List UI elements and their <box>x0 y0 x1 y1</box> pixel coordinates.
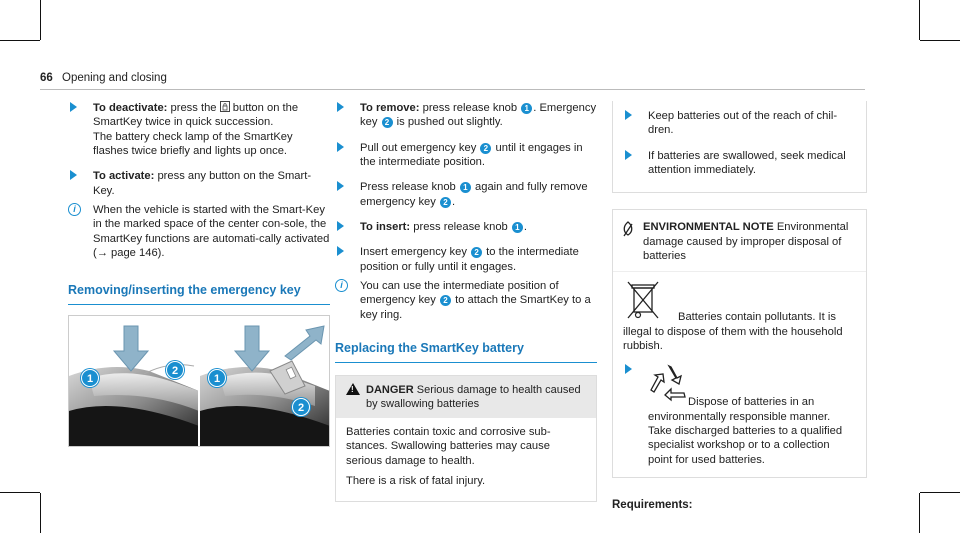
step-arrow-icon <box>337 102 344 112</box>
step-swallowed <box>623 149 856 178</box>
dispose-text: Dispose of batteries in an environmentally responsible manner. Take discharged batteries to a qualified specialist workshop or to a collection point for used batteries. <box>648 396 843 466</box>
danger-header <box>336 376 596 418</box>
step-deactivate <box>68 101 330 158</box>
info-icon: i <box>68 203 81 216</box>
callout-1: 1 <box>81 369 99 387</box>
environmental-note-header <box>613 210 866 272</box>
info-note <box>335 279 597 322</box>
emergency-key-figure <box>68 315 330 447</box>
step-text: . <box>533 102 537 114</box>
callout-2: 2 <box>166 361 184 379</box>
step-keep-away <box>623 109 856 138</box>
badge-2: 2 <box>480 143 491 154</box>
step-text: Press release knob <box>360 181 456 194</box>
badge-2: 2 <box>440 197 451 208</box>
info-icon: i <box>335 279 348 292</box>
step-label: To deactivate: <box>93 102 168 114</box>
note-text: When the vehicle is started with the Smart-Key in the marked space of the center con-sole, the SmartKey functions are automati-cally activated (→ page 146). <box>93 203 330 259</box>
step-text: is pushed out slightly. <box>396 116 503 129</box>
requirements-heading: Requirements: <box>612 498 693 511</box>
section-title-battery: Replacing the SmartKey battery <box>335 340 597 363</box>
leaf-icon <box>621 221 635 237</box>
pollutants-block <box>623 280 856 353</box>
badge-2: 2 <box>440 295 451 306</box>
step-dispose <box>623 363 856 467</box>
header-divider <box>40 89 865 90</box>
crop-mark <box>40 493 41 533</box>
crop-mark <box>0 40 40 41</box>
env-label: ENVIRONMENTAL NOTE <box>643 221 774 234</box>
lock-button-icon <box>220 101 230 112</box>
column-right <box>612 101 867 513</box>
badge-1: 1 <box>512 222 523 233</box>
danger-text: Batteries contain toxic and corrosive sub-stances. Swallowing batteries may cause serious damage to health. <box>346 426 551 467</box>
crop-mark <box>920 40 960 41</box>
step-label: To insert: <box>360 220 411 233</box>
column-left <box>68 101 330 447</box>
step-label: To remove: <box>360 102 420 114</box>
info-note <box>68 203 330 260</box>
step-arrow-icon <box>337 142 344 152</box>
crop-mark <box>40 0 41 40</box>
step-insert-key <box>335 245 597 274</box>
pollutants-text: Batteries contain pollutants. It is illegal to dispose of them with the household rubbish. <box>623 311 843 352</box>
step-text: button on the SmartKey twice in quick succession. <box>93 102 299 129</box>
step-pull-out <box>335 141 597 170</box>
callout-1: 1 <box>208 369 226 387</box>
crop-mark <box>919 0 920 40</box>
page-title: Opening and closing <box>62 72 167 84</box>
step-text: Insert emergency key <box>360 246 467 259</box>
step-text: press the <box>170 102 217 114</box>
step-text: press release knob <box>422 102 518 114</box>
step-arrow-icon <box>337 221 344 231</box>
step-arrow-icon <box>337 246 344 256</box>
step-text: . <box>523 220 527 233</box>
warning-icon <box>346 383 360 395</box>
environmental-note-body <box>613 272 866 477</box>
env-heading: Environmental damage caused by improper disposal of batteries <box>643 221 849 262</box>
step-text: If batteries are swallowed, seek medical attention immediately. <box>648 149 846 176</box>
crop-mark <box>0 492 40 493</box>
step-text: Pull out emergency key <box>360 141 477 154</box>
callout-2: 2 <box>292 398 310 416</box>
step-label: To activate: <box>93 170 155 183</box>
step-result: The battery check lamp of the SmartKey flashes twice briefly and lights up once. <box>93 130 293 157</box>
danger-text: There is a risk of fatal injury. <box>346 475 486 488</box>
note-text: to attach the SmartKey to a key ring. <box>360 294 591 321</box>
crop-mark <box>920 492 960 493</box>
crop-mark <box>919 493 920 533</box>
note-text: You can use the intermediate position of emergency key <box>360 279 559 307</box>
step-text: until it engages in the intermediate position. <box>360 141 583 168</box>
step-arrow-icon <box>625 110 632 120</box>
step-arrow-icon <box>70 170 77 180</box>
danger-body <box>336 418 596 501</box>
danger-heading: Serious damage to health caused by swallowing batteries <box>366 383 581 411</box>
badge-2: 2 <box>382 117 393 128</box>
step-arrow-icon <box>337 181 344 191</box>
environmental-note-box <box>612 209 867 478</box>
badge-1: 1 <box>460 182 471 193</box>
badge-1: 1 <box>521 103 532 114</box>
column-middle <box>335 101 597 502</box>
step-text: to the intermediate position or fully until it engages. <box>360 246 579 273</box>
step-arrow-icon <box>70 102 77 112</box>
step-arrow-icon <box>625 364 632 374</box>
step-activate <box>68 169 330 198</box>
page-header <box>40 71 167 86</box>
step-text: Emergency key <box>360 102 597 129</box>
section-title-emergency-key: Removing/inserting the emergency key <box>68 282 330 305</box>
danger-box <box>335 375 597 502</box>
danger-box-continued <box>612 101 867 193</box>
step-text: press release knob <box>413 220 508 233</box>
step-text: press any button on the Smart-Key. <box>93 170 312 197</box>
step-remove <box>335 101 597 130</box>
danger-label: DANGER <box>366 383 414 396</box>
step-text: . <box>451 195 456 208</box>
step-text: again and fully remove emergency key <box>360 181 588 208</box>
page-number: 66 <box>40 72 53 84</box>
step-press-knob <box>335 180 597 209</box>
badge-2: 2 <box>471 247 482 258</box>
figure-panel-remove <box>69 316 198 446</box>
step-text: Keep batteries out of the reach of chil-dren. <box>648 110 838 137</box>
step-insert <box>335 220 597 234</box>
figure-panel-extend <box>200 316 329 446</box>
step-arrow-icon <box>625 150 632 160</box>
